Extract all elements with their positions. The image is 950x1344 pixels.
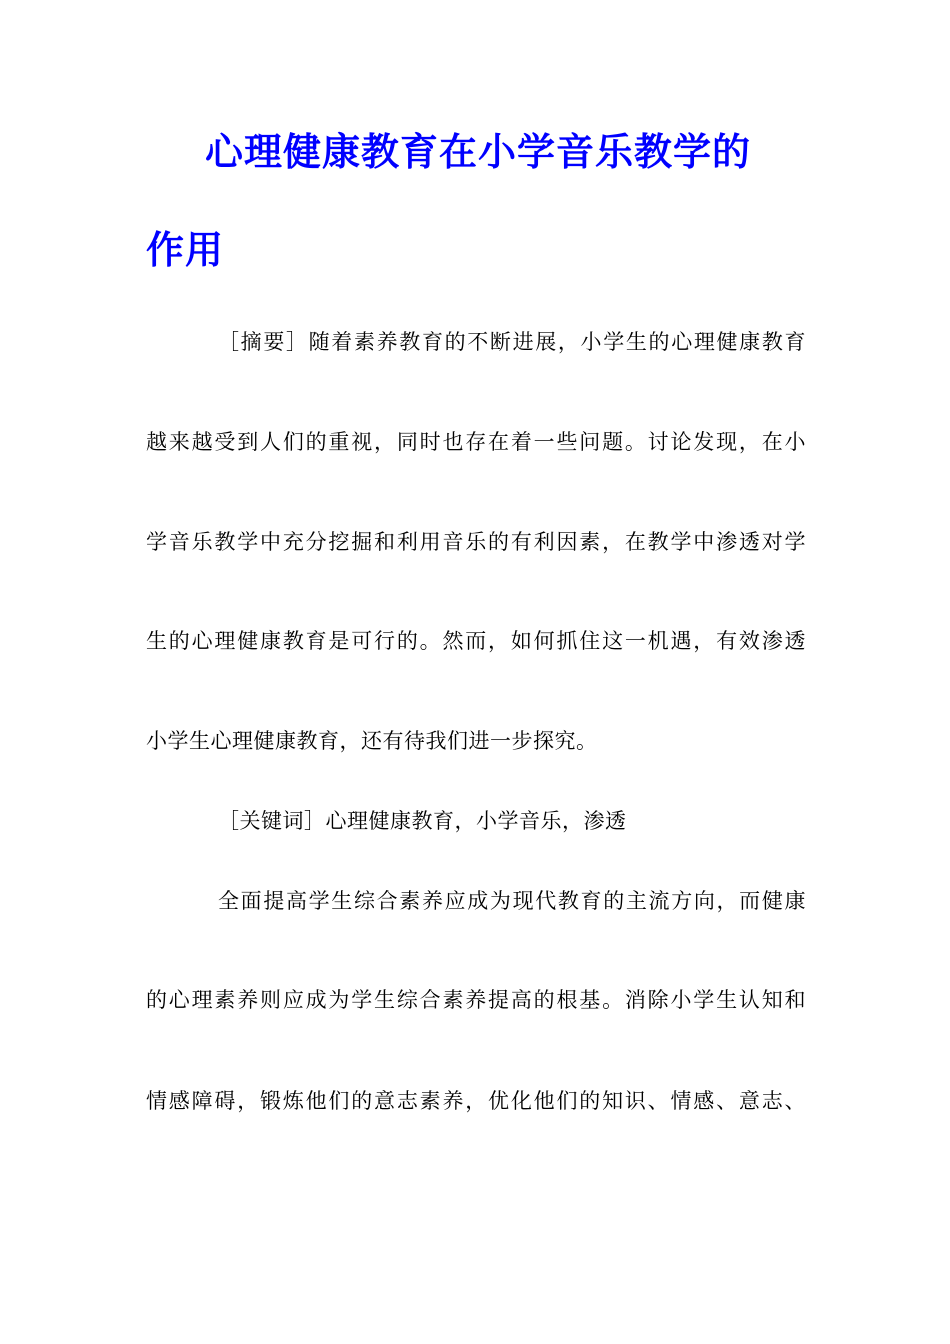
document-title-line-1: 心理健康教育在小学音乐教学的: [205, 130, 752, 174]
abstract-line-4: 生的心理健康教育是可行的。然而，如何抓住这一机遇，有效渗透: [146, 629, 806, 653]
abstract-line-2: 越来越受到人们的重视，同时也存在着一些问题。讨论发现，在小: [146, 430, 806, 454]
body-line-2: 的心理素养则应成为学生综合素养提高的根基。消除小学生认知和: [146, 988, 806, 1012]
body-line-3: 情感障碍，锻炼他们的意志素养，优化他们的知识、情感、意志、: [146, 1089, 806, 1113]
abstract-line-1: ［摘要］随着素养教育的不断进展，小学生的心理健康教育: [218, 330, 806, 354]
abstract-line-3: 学音乐教学中充分挖掘和利用音乐的有利因素，在教学中渗透对学: [146, 530, 806, 554]
keywords-line: ［关键词］心理健康教育，小学音乐，渗透: [218, 809, 627, 833]
abstract-line-5: 小学生心理健康教育，还有待我们进一步探究。: [146, 729, 598, 753]
document-title-line-2: 作用: [146, 228, 225, 272]
body-line-1: 全面提高学生综合素养应成为现代教育的主流方向，而健康: [218, 889, 806, 913]
